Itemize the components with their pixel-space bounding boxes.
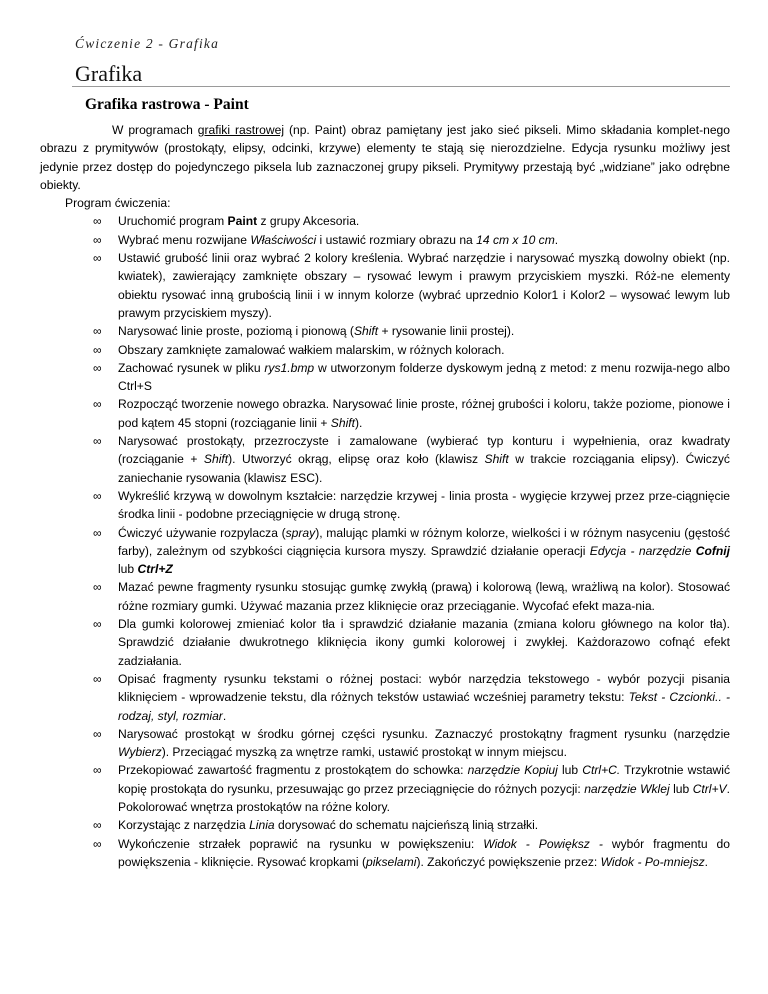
- list-item-text: Trzykrotnie wstawić kopię prostokąta do rysunku, przesuwając go przez przeciągnięcie do różnych pozycji:: [118, 763, 731, 796]
- list-item: [40, 487, 730, 524]
- infinity-bullet-icon: ∞: [93, 232, 102, 247]
- list-item-text: Ctrl+Z: [137, 562, 173, 577]
- list-item: [40, 322, 730, 340]
- list-item-text: ), malując plamki w różnym kolorze, wielkości i w różnym nasyceniu (gęstość farby), zależnym od szybkości ciągnięcia kursora myszy. Sprawdzić działanie operacji: [118, 525, 730, 558]
- list-item-text: Edycja - narzędzie: [589, 543, 696, 558]
- list-item-text: lub: [557, 763, 583, 778]
- infinity-bullet-icon: ∞: [93, 360, 102, 375]
- list-item-text: Tekst - Czcionki.. - rodzaj, styl, rozmiar: [118, 690, 731, 723]
- program-label: Program ćwiczenia:: [65, 196, 171, 211]
- list-item: [40, 231, 730, 249]
- list-item-text: Shift: [330, 415, 355, 430]
- list-item-text: Ctrl+V: [692, 781, 727, 796]
- title-divider: [72, 86, 730, 87]
- section-heading: Grafika rastrowa - Paint: [85, 96, 249, 113]
- list-item-text: Linia: [249, 818, 275, 833]
- running-head: Ćwiczenie 2 - Grafika: [75, 36, 220, 51]
- list-item-text: Mazać pewne fragmenty rysunku stosując gumkę zwykłą (prawą) i kolorową (lewą, wrażliwą na kolor). Stosować różne rozmiary gumki. Używać mazania przez kliknięcie oraz przeciąganie. Wycofać efekt maza-nia.: [118, 580, 730, 613]
- list-item-text: 14 cm x 10 cm: [476, 232, 555, 247]
- raster-graphics-link[interactable]: grafiki rastrowej: [197, 123, 285, 137]
- list-item: [40, 816, 730, 834]
- list-item: [40, 761, 730, 816]
- list-item-text: Właściwości: [250, 232, 317, 247]
- list-item-text: i ustawić rozmiary obrazu na: [316, 232, 477, 247]
- list-item-text: Narysować prostokąty, przezroczyste i zamalowane (wybierać typ konturu i wypełnienia, oraz kwadraty (rozciąganie +: [118, 434, 730, 467]
- list-item-text: narzędzie Kopiuj: [467, 763, 558, 778]
- infinity-bullet-icon: ∞: [93, 617, 102, 632]
- list-item: [40, 578, 730, 615]
- list-item-text: narzędzie Wklej: [584, 781, 670, 796]
- list-item-text: w utworzonym folderze dyskowym jedną z metod: z menu rozwija-nego albo Ctrl+S: [118, 360, 730, 394]
- infinity-bullet-icon: ∞: [93, 836, 102, 851]
- list-item-text: Wykończenie strzałek poprawić na rysunku w powiększeniu:: [118, 836, 484, 851]
- infinity-bullet-icon: ∞: [93, 726, 102, 741]
- infinity-bullet-icon: ∞: [93, 434, 102, 449]
- list-item-text: .: [222, 708, 227, 723]
- list-item-text: ). Utworzyć okrąg, elipsę oraz koło (klawisz: [228, 452, 485, 467]
- list-item: [40, 341, 730, 359]
- list-item: [40, 432, 730, 487]
- list-item-text: Opisać fragmenty rysunku tekstami o różnej postaci: wybór narzędzia tekstowego - wybór pozycji pisania kliknięciem - wprowadzenie tekstu, dla różnych tekstów ustawiać wcześniej parametry tekstu:: [118, 671, 730, 705]
- infinity-bullet-icon: ∞: [93, 342, 102, 357]
- list-item-text: Shift: [484, 452, 509, 467]
- list-item: [40, 359, 730, 396]
- infinity-bullet-icon: ∞: [93, 324, 102, 339]
- list-item-text: ). Przeciągać myszką za wnętrze ramki, ustawić prostokąt w innym miejscu.: [161, 745, 567, 760]
- list-item: [40, 615, 730, 670]
- list-item: [40, 725, 730, 762]
- list-item-text: Ctrl+C.: [582, 763, 621, 778]
- intro-text-rest: (np. Paint) obraz pamiętany jest jako sieć pikseli. Mimo składania komplet-nego obrazu z prymitywów (prostokąty, elipsy, odcinki, krzywe) elementy te stają się nierozdzielne. Edycja rysunku możliwy jest jedynie przez dostęp do pojedynczego piksela lub zaznaczonej grupy pikseli. Prymitywy przestają być „widziane” jako odrębne obiekty.: [40, 123, 731, 192]
- infinity-bullet-icon: ∞: [93, 671, 102, 686]
- list-item: [40, 670, 730, 725]
- list-item: [40, 212, 730, 230]
- list-item-text: Wybierz: [118, 745, 162, 760]
- infinity-bullet-icon: ∞: [93, 580, 102, 595]
- list-item-text: Rozpocząć tworzenie nowego obrazka. Narysować linie proste, różnej grubości i koloru, także poziome, pionowe i pod kątem 45 stopni (rozciąganie linii +: [118, 397, 730, 430]
- list-item-text: dorysować do schematu najcieńszą linią strzałki.: [274, 818, 539, 833]
- list-item-text: .: [554, 232, 559, 247]
- list-item-text: Ustawić grubość linii oraz wybrać 2 kolory kreślenia. Wybrać narzędzie i narysować myszką dowolny obiekt (np. kwiatek), zawierający zamknięte obszary – rysować lewym i prawym przyciskiem myszki. Róż-ne elementy obiektu rysować inną grubością linii i w innym kolorze (wybrać uprzednio Kolor1 i Kolor2 – wysować lewym lub prawym przyciskiem myszy).: [118, 251, 730, 320]
- infinity-bullet-icon: ∞: [93, 525, 102, 540]
- list-item-text: Cofnij: [695, 543, 730, 558]
- list-item: [40, 249, 730, 322]
- list-item-text: Paint: [227, 214, 258, 229]
- intro-paragraph: [40, 121, 730, 194]
- list-item-text: + rysowanie linii prostej).: [378, 324, 515, 339]
- list-item-text: Korzystając z narzędzia: [118, 818, 250, 833]
- list-item-text: Uruchomić program: [118, 214, 228, 229]
- page-title: Grafika: [75, 61, 143, 86]
- list-item-text: Przekopiować zawartość fragmentu z prostokątem do schowka:: [118, 763, 468, 778]
- list-item-text: Wybrać menu rozwijane: [118, 232, 251, 247]
- list-item-text: ). Zakończyć powiększenie przez:: [416, 854, 601, 869]
- infinity-bullet-icon: ∞: [93, 397, 102, 412]
- list-item-text: lub: [118, 562, 138, 577]
- list-item-text: Narysować prostokąt w środku górnej części rysunku. Zaznaczyć prostokątny fragment rysunku (narzędzie: [118, 726, 730, 741]
- list-item-text: Dla gumki kolorowej zmieniać kolor tła i sprawdzić działanie mazania (zmiana koloru głównego na kolor tła). Sprawdzić działanie dwukrotnego kliknięcia ikony gumki kolorowej i zwykłej. Każdorazowo cofnąć efekt zadziałania.: [118, 617, 730, 668]
- list-item-text: Widok - Po-mniejsz: [600, 854, 705, 869]
- list-item-text: z grupy Akcesoria.: [257, 214, 360, 229]
- infinity-bullet-icon: ∞: [93, 763, 102, 778]
- infinity-bullet-icon: ∞: [93, 818, 102, 833]
- list-item-text: ).: [354, 415, 363, 430]
- list-item-text: Narysować linie proste, poziomą i pionową (: [118, 324, 354, 339]
- list-item-text: pikselami: [366, 854, 417, 869]
- list-item-text: w trakcie rozciągania elipsy). Ćwiczyć zaniechanie rysowania (klawisz ESC).: [118, 452, 730, 485]
- list-item-text: Ćwiczyć używanie rozpylacza (: [118, 525, 286, 540]
- list-item-text: Shift: [353, 324, 379, 339]
- list-item: [40, 835, 730, 872]
- infinity-bullet-icon: ∞: [93, 251, 102, 266]
- list-item: [40, 524, 730, 579]
- list-item-text: Wykreślić krzywą w dowolnym kształcie: narzędzie krzywej - linia prosta - wygięcie krzywej przez prze-ciągnięcie środka linii - podobne przeciągnięcie w drugą stronę.: [118, 488, 730, 522]
- exercise-list: [40, 212, 730, 871]
- document-body: [40, 121, 730, 871]
- intro-text-start: W programach: [112, 123, 198, 137]
- list-item: [40, 395, 730, 432]
- list-item-text: Obszary zamknięte zamalować wałkiem malarskim, w różnych kolorach.: [118, 342, 505, 357]
- list-item-text: Zachować rysunek w pliku: [118, 360, 265, 375]
- infinity-bullet-icon: ∞: [93, 488, 102, 503]
- list-item-text: rys1.bmp: [264, 360, 315, 375]
- list-item-text: Widok - Powiększ -: [483, 836, 603, 851]
- list-item-text: . Pokolorować wnętrza prostokątów na różne kolory.: [118, 781, 730, 814]
- list-item-text: lub: [669, 781, 693, 796]
- infinity-bullet-icon: ∞: [93, 214, 102, 229]
- list-item-text: spray: [285, 525, 316, 540]
- list-item-text: .: [704, 854, 709, 869]
- list-item-text: Shift: [203, 452, 229, 467]
- list-item-text: wybór fragmentu do powiększenia - kliknięcie. Rysować kropkami (: [118, 836, 730, 869]
